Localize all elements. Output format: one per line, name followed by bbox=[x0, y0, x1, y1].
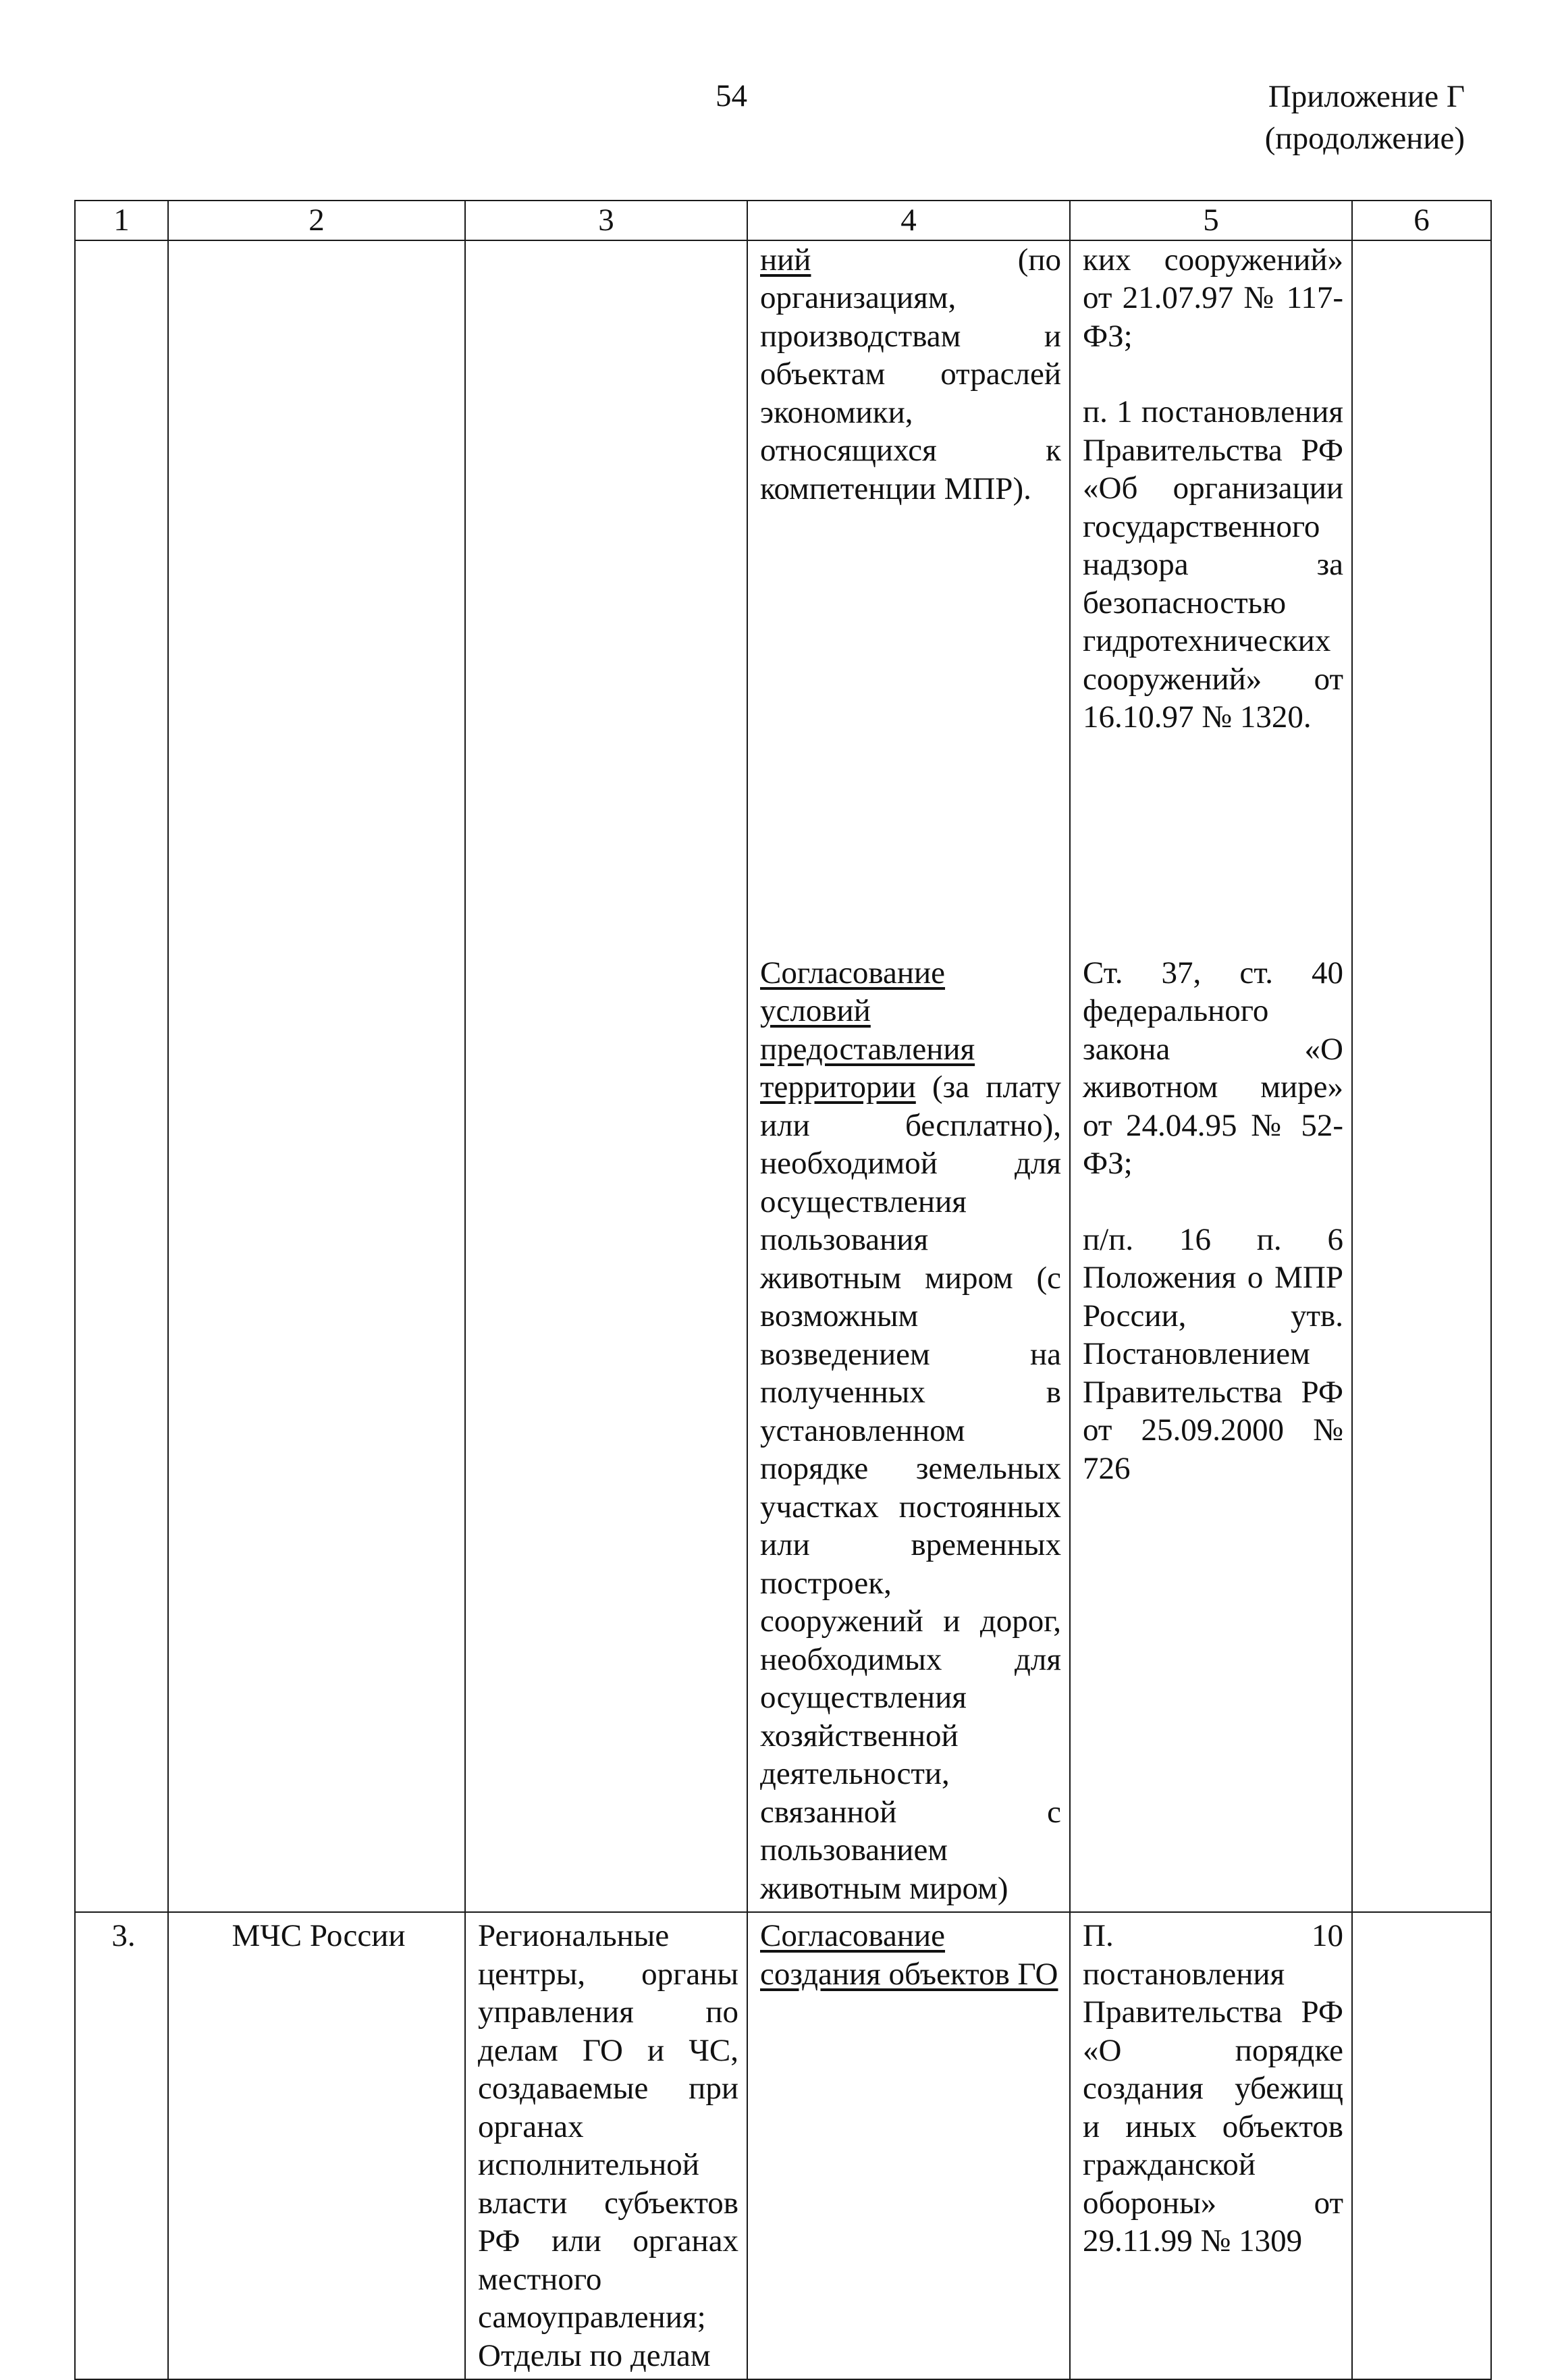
legal-basis-text-4: п/п. 16 п. 6 Положения о МПР России, утв. Постановлением Правительства РФ от 25.09.2000 № 726 bbox=[1083, 1221, 1343, 1486]
procedure-underlined: Согласование создания объектов ГО bbox=[760, 1918, 1058, 1992]
bodies-text: Региональные центры, органы управления по делам ГО и ЧС, создаваемые при органах исполнительной власти субъектов РФ или органах местного самоуправления; bbox=[478, 1918, 738, 2335]
cell-procedure bbox=[747, 1912, 1070, 2379]
procedure-underlined-2: Согласование условий предоставления территории bbox=[760, 955, 975, 1105]
regulatory-table bbox=[74, 200, 1492, 2380]
cell-agency bbox=[168, 240, 465, 1913]
cell-bodies bbox=[465, 240, 747, 1913]
cell-notes bbox=[1352, 240, 1491, 1913]
legal-basis-block-1 bbox=[1083, 241, 1343, 954]
cell-agency: МЧС России bbox=[168, 1912, 465, 2379]
column-header: 6 bbox=[1352, 201, 1491, 240]
procedure-text-2 bbox=[760, 954, 1061, 1908]
bodies-text-cont: Отделы по делам bbox=[478, 2337, 711, 2373]
appendix-label bbox=[1148, 76, 1465, 159]
cell-procedure bbox=[747, 240, 1070, 1913]
cell-legal-basis: П. 10 постановления Правительства РФ «О порядке создания убежищ и иных объектов гражданской обороны» от 29.11.99 № 1309 bbox=[1070, 1912, 1352, 2379]
cell-notes bbox=[1352, 1912, 1491, 2379]
appendix-title: Приложение Г bbox=[1268, 79, 1465, 114]
procedure-underlined-1: ний bbox=[760, 242, 811, 277]
procedure-text-1 bbox=[760, 241, 1061, 954]
page-number: 54 bbox=[716, 78, 747, 113]
table-row bbox=[75, 240, 1491, 1913]
legal-basis-text-3: Ст. 37, ст. 40 федерального закона «О животном мире» от 24.04.95 № 52-ФЗ; bbox=[1083, 955, 1343, 1181]
legal-basis-text-2: п. 1 постановления Правительства РФ «Об организации государственного надзора за безопасностью гидротехнических сооружений» от 16.10.97 № 1320. bbox=[1083, 394, 1343, 735]
cell-legal-basis bbox=[1070, 240, 1352, 1913]
procedure-rest-2: (за плату или бесплатно), необходимой для осуществления пользования животным миром (с возможным возведением на полученных в установленном порядке земельных участках постоянных или временных построек, сооружений и дорог, необходимых для осуществления хозяйственной деятельности, связанной с пользованием животным миром) bbox=[760, 1069, 1061, 1906]
column-header: 4 bbox=[747, 201, 1070, 240]
column-header: 3 bbox=[465, 201, 747, 240]
procedure-rest-1: (по организациям, производствам и объектам отраслей экономики, относящихся к компетенции МПР). bbox=[760, 242, 1061, 506]
column-header: 1 bbox=[75, 201, 168, 240]
cell-number: 3. bbox=[75, 1912, 168, 2379]
column-header: 5 bbox=[1070, 201, 1352, 240]
legal-basis-block-2 bbox=[1083, 954, 1343, 1488]
table-row bbox=[75, 1912, 1491, 2379]
column-header: 2 bbox=[168, 201, 465, 240]
table-header-row bbox=[75, 201, 1491, 240]
legal-basis-text-1: ких сооружений» от 21.07.97 № 117-ФЗ; bbox=[1083, 242, 1343, 354]
appendix-subtitle: (продолжение) bbox=[1264, 121, 1465, 156]
cell-number bbox=[75, 240, 168, 1913]
cell-bodies bbox=[465, 1912, 747, 2379]
